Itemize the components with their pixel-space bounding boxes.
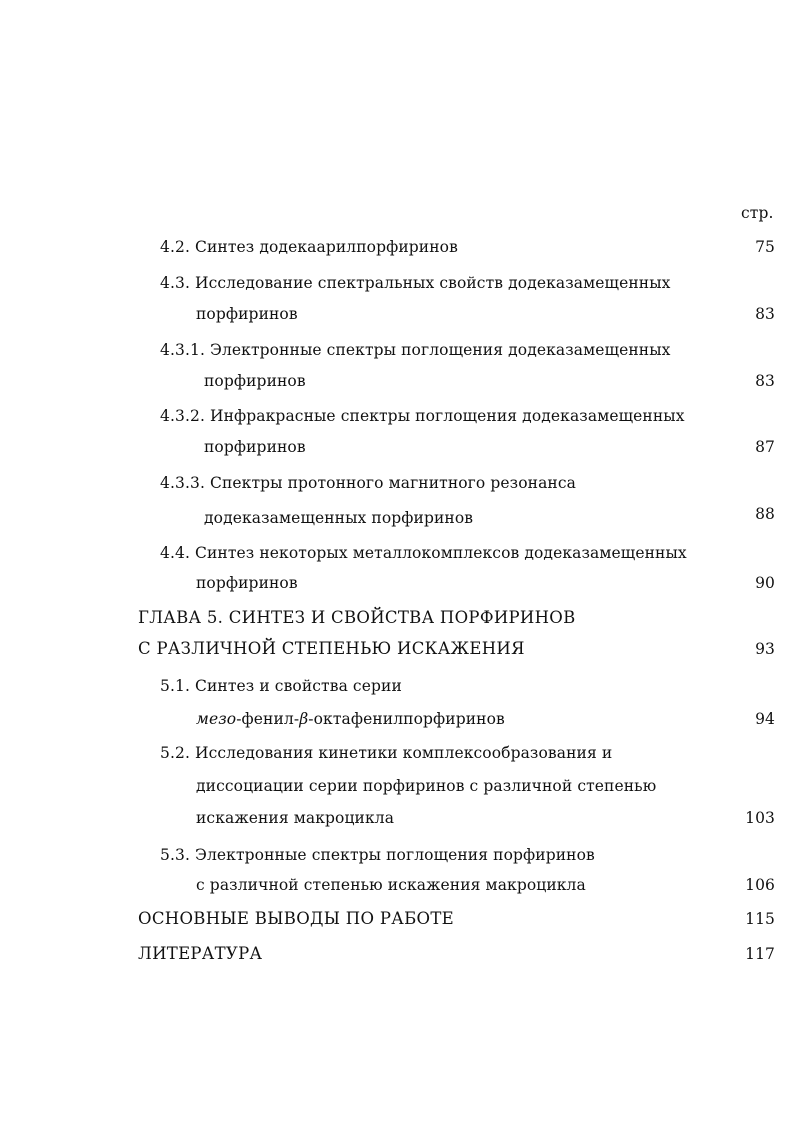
toc-entry-title-cont: искажения макроцикла bbox=[196, 809, 395, 827]
toc-entry-title-cont: порфиринов bbox=[204, 438, 306, 456]
toc-entry-page: 106 bbox=[745, 876, 775, 894]
title-part: -октафенилпорфиринов bbox=[308, 710, 505, 728]
toc-entry-title: 5.3. Электронные спектры поглощения порфиринов bbox=[160, 846, 595, 864]
toc-section-title: ОСНОВНЫЕ ВЫВОДЫ ПО РАБОТЕ bbox=[138, 909, 454, 928]
toc-entry-page: 87 bbox=[755, 438, 775, 456]
toc-section-title: ЛИТЕРАТУРА bbox=[138, 944, 263, 963]
toc-entry-page: 117 bbox=[745, 945, 775, 963]
toc-entry-title: 5.2. Исследования кинетики комплексообразования и bbox=[160, 744, 613, 762]
toc-entry-page: 83 bbox=[755, 372, 775, 390]
toc-entry-page: 115 bbox=[745, 910, 775, 928]
toc-entry-title-cont: с различной степенью искажения макроцикла bbox=[196, 876, 586, 894]
toc-entry-page: 90 bbox=[755, 574, 775, 592]
toc-entry-title-cont bbox=[196, 709, 505, 729]
toc-entry-title: 4.3.1. Электронные спектры поглощения додеказамещенных bbox=[160, 341, 671, 359]
toc-entry-title-cont: порфиринов bbox=[196, 574, 298, 592]
toc-chapter-title-cont: С РАЗЛИЧНОЙ СТЕПЕНЬЮ ИСКАЖЕНИЯ bbox=[138, 639, 525, 658]
toc-entry-title-cont: порфиринов bbox=[196, 305, 298, 323]
toc-entry-title: 5.1. Синтез и свойства серии bbox=[160, 677, 402, 695]
toc-entry-title: 4.2. Синтез додекаарилпорфиринов bbox=[160, 238, 458, 256]
toc-entry-title: 4.3.2. Инфракрасные спектры поглощения додеказамещенных bbox=[160, 407, 685, 425]
toc-entry-page: 83 bbox=[755, 305, 775, 323]
toc-entry-page: 94 bbox=[755, 710, 775, 728]
toc-entry-title-cont: додеказамещенных порфиринов bbox=[204, 509, 474, 527]
meso-prefix: мезо bbox=[196, 710, 237, 728]
toc-entry-title: 4.4. Синтез некоторых металлокомплексов додеказамещенных bbox=[160, 544, 687, 562]
toc-entry-title: 4.3. Исследование спектральных свойств додеказамещенных bbox=[160, 274, 671, 292]
title-part: -фенил- bbox=[236, 710, 300, 728]
toc-entry-title: 4.3.3. Спектры протонного магнитного резонанса bbox=[160, 474, 576, 492]
toc-entry-page: 75 bbox=[755, 238, 775, 256]
page-column-label: стр. bbox=[741, 204, 774, 222]
toc-entry-title-cont: порфиринов bbox=[204, 372, 306, 390]
toc-entry-page: 93 bbox=[755, 640, 775, 658]
toc-entry-page: 103 bbox=[745, 809, 775, 827]
toc-entry-page: 88 bbox=[755, 505, 775, 523]
toc-chapter-title: ГЛАВА 5. СИНТЕЗ И СВОЙСТВА ПОРФИРИНОВ bbox=[138, 608, 576, 627]
beta-symbol: β bbox=[299, 710, 309, 728]
toc-entry-title-cont: диссоциации серии порфиринов с различной степенью bbox=[196, 777, 657, 795]
